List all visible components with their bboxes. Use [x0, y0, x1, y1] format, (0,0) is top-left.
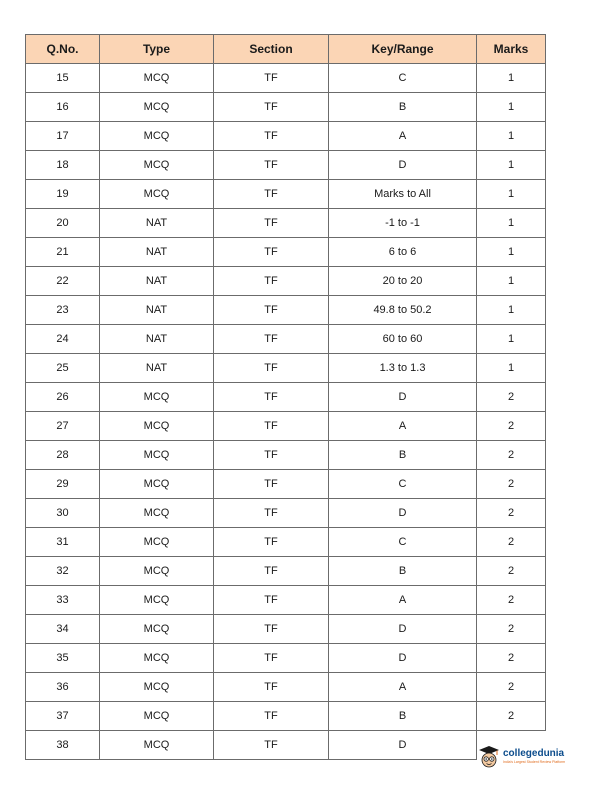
type-cell: MCQ [100, 470, 214, 499]
marks-cell: 1 [477, 180, 546, 209]
table-row [26, 731, 546, 760]
type-cell: MCQ [100, 180, 214, 209]
qno-cell: 24 [26, 325, 100, 354]
type-cell: MCQ [100, 383, 214, 412]
marks-cell: 1 [477, 209, 546, 238]
type-cell: MCQ [100, 412, 214, 441]
section-cell: TF [214, 296, 329, 325]
type-cell: NAT [100, 296, 214, 325]
qno-cell: 27 [26, 412, 100, 441]
qno-cell: 23 [26, 296, 100, 325]
type-cell: MCQ [100, 151, 214, 180]
qno-cell: 19 [26, 180, 100, 209]
qno-cell: 18 [26, 151, 100, 180]
key-cell: A [329, 412, 477, 441]
qno-cell: 37 [26, 702, 100, 731]
key-cell: B [329, 441, 477, 470]
qno-cell: 34 [26, 615, 100, 644]
marks-cell: 1 [477, 93, 546, 122]
key-cell: B [329, 557, 477, 586]
table-row [26, 586, 546, 615]
marks-cell: 2 [477, 441, 546, 470]
section-cell: TF [214, 325, 329, 354]
table-row [26, 64, 546, 93]
marks-cell: 1 [477, 151, 546, 180]
marks-cell: 2 [477, 383, 546, 412]
table-row [26, 499, 546, 528]
table-row [26, 296, 546, 325]
key-cell: 6 to 6 [329, 238, 477, 267]
header-type: Type [100, 35, 214, 64]
qno-cell: 17 [26, 122, 100, 151]
section-cell: TF [214, 354, 329, 383]
type-cell: MCQ [100, 64, 214, 93]
type-cell: NAT [100, 238, 214, 267]
qno-cell: 22 [26, 267, 100, 296]
marks-cell: 2 [477, 470, 546, 499]
table-body [26, 64, 546, 760]
answer-key-sheet [25, 34, 545, 760]
key-cell: B [329, 702, 477, 731]
key-cell: D [329, 383, 477, 412]
marks-cell: 2 [477, 586, 546, 615]
marks-cell: 2 [477, 499, 546, 528]
key-cell: A [329, 586, 477, 615]
section-cell: TF [214, 238, 329, 267]
header-section: Section [214, 35, 329, 64]
qno-cell: 15 [26, 64, 100, 93]
marks-cell: 1 [477, 267, 546, 296]
marks-cell: 2 [477, 644, 546, 673]
section-cell: TF [214, 383, 329, 412]
table-row [26, 528, 546, 557]
table-row [26, 702, 546, 731]
header-marks: Marks [477, 35, 546, 64]
section-cell: TF [214, 180, 329, 209]
header-key-range: Key/Range [329, 35, 477, 64]
key-cell: 1.3 to 1.3 [329, 354, 477, 383]
type-cell: MCQ [100, 528, 214, 557]
marks-cell: 2 [477, 615, 546, 644]
key-cell: Marks to All [329, 180, 477, 209]
qno-cell: 28 [26, 441, 100, 470]
marks-cell: 2 [477, 557, 546, 586]
key-cell: C [329, 64, 477, 93]
marks-cell: 2 [477, 702, 546, 731]
table-row [26, 470, 546, 499]
section-cell: TF [214, 267, 329, 296]
key-cell: B [329, 93, 477, 122]
qno-cell: 25 [26, 354, 100, 383]
type-cell: MCQ [100, 673, 214, 702]
qno-cell: 36 [26, 673, 100, 702]
type-cell: MCQ [100, 586, 214, 615]
table-header-row [26, 35, 546, 64]
section-cell: TF [214, 470, 329, 499]
table-row [26, 267, 546, 296]
key-cell: -1 to -1 [329, 209, 477, 238]
qno-cell: 30 [26, 499, 100, 528]
type-cell: MCQ [100, 557, 214, 586]
table-row [26, 354, 546, 383]
table-row [26, 238, 546, 267]
type-cell: NAT [100, 209, 214, 238]
section-cell: TF [214, 615, 329, 644]
section-cell: TF [214, 673, 329, 702]
section-cell: TF [214, 702, 329, 731]
key-cell: C [329, 528, 477, 557]
key-cell: D [329, 644, 477, 673]
type-cell: MCQ [100, 499, 214, 528]
key-cell: C [329, 470, 477, 499]
qno-cell: 32 [26, 557, 100, 586]
section-cell: TF [214, 557, 329, 586]
type-cell: NAT [100, 267, 214, 296]
section-cell: TF [214, 122, 329, 151]
section-cell: TF [214, 441, 329, 470]
table-row [26, 122, 546, 151]
marks-cell: 2 [477, 673, 546, 702]
qno-cell: 16 [26, 93, 100, 122]
header-qno: Q.No. [26, 35, 100, 64]
key-cell: D [329, 731, 477, 760]
section-cell: TF [214, 412, 329, 441]
section-cell: TF [214, 93, 329, 122]
qno-cell: 35 [26, 644, 100, 673]
key-cell: 49.8 to 50.2 [329, 296, 477, 325]
marks-cell: 1 [477, 296, 546, 325]
marks-cell: 1 [477, 238, 546, 267]
table-row [26, 383, 546, 412]
type-cell: MCQ [100, 615, 214, 644]
qno-cell: 33 [26, 586, 100, 615]
marks-cell: 1 [477, 354, 546, 383]
marks-cell: 1 [477, 122, 546, 151]
marks-cell: 2 [477, 412, 546, 441]
section-cell: TF [214, 64, 329, 93]
table-row [26, 441, 546, 470]
table-row [26, 557, 546, 586]
table-row [26, 325, 546, 354]
marks-cell: 1 [477, 64, 546, 93]
section-cell: TF [214, 644, 329, 673]
qno-cell: 38 [26, 731, 100, 760]
watermark-text [503, 749, 565, 765]
qno-cell: 20 [26, 209, 100, 238]
qno-cell: 21 [26, 238, 100, 267]
collegedunia-watermark [478, 740, 608, 774]
type-cell: MCQ [100, 93, 214, 122]
type-cell: MCQ [100, 644, 214, 673]
section-cell: TF [214, 151, 329, 180]
marks-cell: 2 [477, 528, 546, 557]
key-cell: 60 to 60 [329, 325, 477, 354]
graduate-mascot-icon [478, 745, 500, 769]
table-row [26, 644, 546, 673]
type-cell: MCQ [100, 731, 214, 760]
table-row [26, 615, 546, 644]
section-cell: TF [214, 731, 329, 760]
brand-tagline: India's Largest Student Review Platform [503, 760, 566, 765]
table-row [26, 93, 546, 122]
type-cell: MCQ [100, 122, 214, 151]
table-row [26, 180, 546, 209]
key-cell: D [329, 615, 477, 644]
table-row [26, 209, 546, 238]
marks-cell: 1 [477, 325, 546, 354]
section-cell: TF [214, 586, 329, 615]
answer-key-table [25, 34, 546, 760]
key-cell: D [329, 151, 477, 180]
qno-cell: 31 [26, 528, 100, 557]
key-cell: D [329, 499, 477, 528]
qno-cell: 29 [26, 470, 100, 499]
brand-name: collegedunia [503, 748, 565, 760]
type-cell: NAT [100, 325, 214, 354]
section-cell: TF [214, 528, 329, 557]
type-cell: NAT [100, 354, 214, 383]
table-row [26, 151, 546, 180]
key-cell: A [329, 673, 477, 702]
table-row [26, 673, 546, 702]
section-cell: TF [214, 209, 329, 238]
key-cell: 20 to 20 [329, 267, 477, 296]
key-cell: A [329, 122, 477, 151]
table-row [26, 412, 546, 441]
type-cell: MCQ [100, 702, 214, 731]
section-cell: TF [214, 499, 329, 528]
qno-cell: 26 [26, 383, 100, 412]
type-cell: MCQ [100, 441, 214, 470]
